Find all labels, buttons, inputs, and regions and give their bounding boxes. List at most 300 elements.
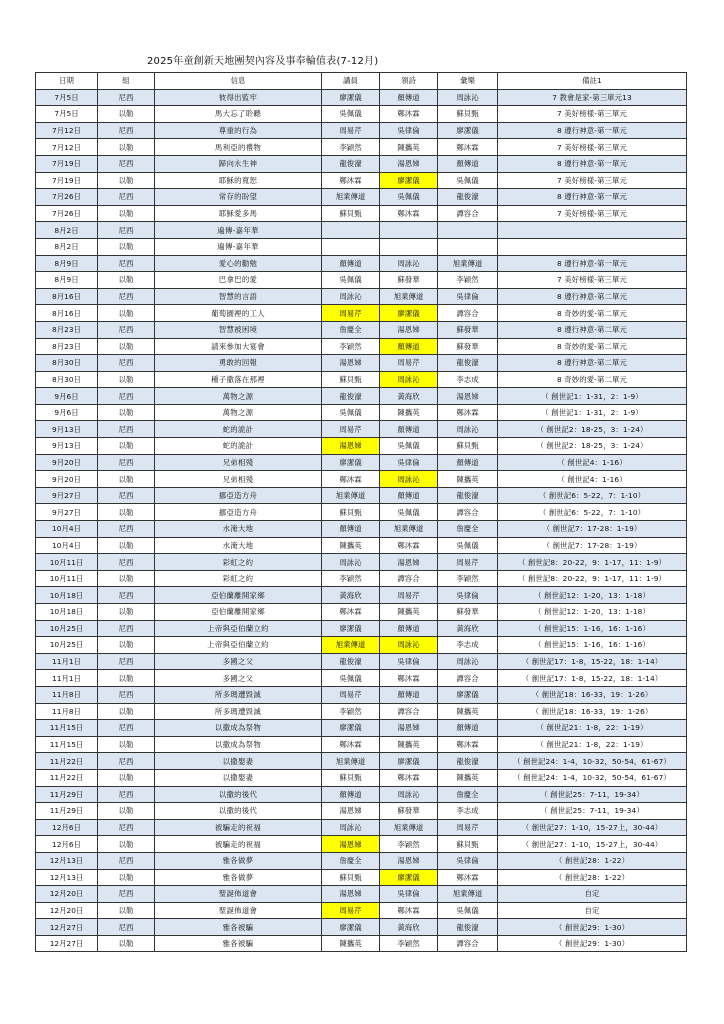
cell-note: （ 創世記4：1-16） bbox=[498, 454, 687, 471]
cell-music: 鄭沐霖 bbox=[438, 736, 498, 753]
cell-music: 顏傳道 bbox=[438, 720, 498, 737]
duty-roster-table bbox=[35, 72, 687, 952]
cell-date: 12月20日 bbox=[36, 886, 98, 903]
cell-worship: 黃海欣 bbox=[380, 388, 438, 405]
cell-music: 龍俊濠 bbox=[438, 487, 498, 504]
cell-note: 7 教會是家-第三單元13 bbox=[498, 89, 687, 106]
cell-message: 兄弟相殘 bbox=[155, 471, 322, 488]
cell-message: 以撒娶妻 bbox=[155, 769, 322, 786]
table-row bbox=[36, 653, 687, 670]
cell-worship: 顏傳道 bbox=[380, 89, 438, 106]
cell-message: 多國之父 bbox=[155, 653, 322, 670]
cell-group: 以勒 bbox=[98, 338, 155, 355]
cell-note: （ 創世記18：16-33，19：1-26） bbox=[498, 686, 687, 703]
cell-worship: 鄭沐霖 bbox=[380, 205, 438, 222]
table-row bbox=[36, 288, 687, 305]
cell-group: 以勒 bbox=[98, 172, 155, 189]
cell-speaker: 周易芹 bbox=[322, 305, 380, 322]
cell-date: 11月8日 bbox=[36, 703, 98, 720]
cell-group: 尼西 bbox=[98, 587, 155, 604]
cell-speaker: 湯恩娣 bbox=[322, 836, 380, 853]
cell-note: 8 遵行神意-第二單元 bbox=[498, 288, 687, 305]
cell-note: 7 美好榜樣-第三單元 bbox=[498, 272, 687, 289]
cell-group: 尼西 bbox=[98, 919, 155, 936]
table-row bbox=[36, 604, 687, 621]
cell-speaker bbox=[322, 238, 380, 255]
cell-worship: 吳律倫 bbox=[380, 886, 438, 903]
cell-date: 7月19日 bbox=[36, 172, 98, 189]
cell-message: 水淹大地 bbox=[155, 521, 322, 538]
table-row bbox=[36, 886, 687, 903]
cell-message: 所多瑪遭毀滅 bbox=[155, 686, 322, 703]
cell-message: 上帝與亞伯蘭立約 bbox=[155, 620, 322, 637]
cell-message: 亞伯蘭離開家鄉 bbox=[155, 604, 322, 621]
cell-message: 巴拿巴的愛 bbox=[155, 272, 322, 289]
table-row bbox=[36, 172, 687, 189]
cell-date: 8月2日 bbox=[36, 238, 98, 255]
cell-worship: 陳攜英 bbox=[380, 604, 438, 621]
cell-date: 8月2日 bbox=[36, 222, 98, 239]
table-row bbox=[36, 554, 687, 571]
table-row bbox=[36, 753, 687, 770]
cell-date: 8月9日 bbox=[36, 255, 98, 272]
cell-message: 愛心的勸勉 bbox=[155, 255, 322, 272]
cell-note: （ 創世記8：20-22，9：1-17，11：1-9） bbox=[498, 570, 687, 587]
cell-date: 7月26日 bbox=[36, 205, 98, 222]
table-row bbox=[36, 587, 687, 604]
cell-music: 龍俊濠 bbox=[438, 919, 498, 936]
cell-note: （ 創世記27：1-10，15-27上，30-44） bbox=[498, 819, 687, 836]
cell-worship: 鄭沐霖 bbox=[380, 902, 438, 919]
cell-music bbox=[438, 238, 498, 255]
cell-group: 以勒 bbox=[98, 570, 155, 587]
cell-worship: 蘇發華 bbox=[380, 272, 438, 289]
cell-message: 歸向永生神 bbox=[155, 155, 322, 172]
cell-speaker: 吳佩儀 bbox=[322, 670, 380, 687]
cell-date: 11月22日 bbox=[36, 769, 98, 786]
cell-date: 9月27日 bbox=[36, 504, 98, 521]
cell-group: 尼西 bbox=[98, 222, 155, 239]
cell-worship: 周易芹 bbox=[380, 587, 438, 604]
cell-note: （ 創世記15：1-16，16：1-16） bbox=[498, 620, 687, 637]
cell-worship: 吳佩儀 bbox=[380, 504, 438, 521]
cell-music: 吳佩儀 bbox=[438, 537, 498, 554]
cell-speaker: 顏傳道 bbox=[322, 521, 380, 538]
cell-worship bbox=[380, 238, 438, 255]
cell-group: 尼西 bbox=[98, 819, 155, 836]
cell-music: 李志成 bbox=[438, 803, 498, 820]
cell-speaker: 李穎然 bbox=[322, 703, 380, 720]
cell-date: 10月25日 bbox=[36, 637, 98, 654]
cell-speaker: 吳佩儀 bbox=[322, 272, 380, 289]
cell-speaker: 吳佩儀 bbox=[322, 106, 380, 123]
cell-message: 水淹大地 bbox=[155, 537, 322, 554]
cell-group: 尼西 bbox=[98, 487, 155, 504]
cell-speaker: 顏傳道 bbox=[322, 786, 380, 803]
table-row bbox=[36, 769, 687, 786]
cell-group: 以勒 bbox=[98, 703, 155, 720]
table-header-row bbox=[36, 73, 687, 90]
table-row bbox=[36, 521, 687, 538]
cell-group: 尼西 bbox=[98, 454, 155, 471]
cell-message: 耶穌的寬恕 bbox=[155, 172, 322, 189]
cell-worship: 李穎然 bbox=[380, 836, 438, 853]
table-row bbox=[36, 421, 687, 438]
cell-note: 7 美好榜樣-第三單元 bbox=[498, 139, 687, 156]
table-row bbox=[36, 720, 687, 737]
cell-music: 李穎然 bbox=[438, 570, 498, 587]
cell-speaker: 周易芹 bbox=[322, 122, 380, 139]
table-row bbox=[36, 305, 687, 322]
table-row bbox=[36, 570, 687, 587]
cell-group: 以勒 bbox=[98, 670, 155, 687]
cell-message: 以撒娶妻 bbox=[155, 753, 322, 770]
cell-note: 自定 bbox=[498, 886, 687, 903]
cell-music: 詹慶全 bbox=[438, 786, 498, 803]
cell-note: （ 創世記29：1-30） bbox=[498, 935, 687, 952]
cell-speaker: 周易芹 bbox=[322, 902, 380, 919]
table-row bbox=[36, 388, 687, 405]
header-music: 彙樂 bbox=[438, 73, 498, 90]
cell-worship: 陳攜英 bbox=[380, 404, 438, 421]
cell-message: 彩虹之約 bbox=[155, 554, 322, 571]
cell-music: 李穎然 bbox=[438, 272, 498, 289]
cell-message: 被騙走的祝福 bbox=[155, 836, 322, 853]
cell-date: 7月19日 bbox=[36, 155, 98, 172]
cell-speaker: 廖潔儀 bbox=[322, 919, 380, 936]
cell-music: 周易芹 bbox=[438, 819, 498, 836]
cell-date: 12月6日 bbox=[36, 819, 98, 836]
cell-note: （ 創世記27：1-10，15-27上，30-44） bbox=[498, 836, 687, 853]
cell-music: 李志成 bbox=[438, 371, 498, 388]
cell-worship: 鄭沐霖 bbox=[380, 769, 438, 786]
cell-group: 以勒 bbox=[98, 836, 155, 853]
cell-group: 以勒 bbox=[98, 139, 155, 156]
header-note: 備註1 bbox=[498, 73, 687, 90]
cell-date: 12月27日 bbox=[36, 935, 98, 952]
cell-message: 萬物之源 bbox=[155, 388, 322, 405]
cell-group: 尼西 bbox=[98, 720, 155, 737]
cell-group: 以勒 bbox=[98, 803, 155, 820]
table-row bbox=[36, 686, 687, 703]
table-row bbox=[36, 106, 687, 123]
cell-music: 陳攜英 bbox=[438, 769, 498, 786]
cell-message: 聖誕佈道會 bbox=[155, 886, 322, 903]
cell-message: 挪亞造方舟 bbox=[155, 487, 322, 504]
cell-music: 龍俊濠 bbox=[438, 355, 498, 372]
header-speaker: 講員 bbox=[322, 73, 380, 90]
cell-music: 詹慶全 bbox=[438, 521, 498, 538]
cell-group: 以勒 bbox=[98, 736, 155, 753]
table-row bbox=[36, 371, 687, 388]
cell-group: 尼西 bbox=[98, 421, 155, 438]
cell-date: 8月23日 bbox=[36, 321, 98, 338]
cell-message: 馬利亞的禮物 bbox=[155, 139, 322, 156]
cell-music: 鄭沐霖 bbox=[438, 139, 498, 156]
cell-music: 吳律倫 bbox=[438, 288, 498, 305]
cell-group: 尼西 bbox=[98, 255, 155, 272]
cell-music: 周易芹 bbox=[438, 554, 498, 571]
cell-group: 尼西 bbox=[98, 122, 155, 139]
table-row bbox=[36, 902, 687, 919]
cell-music: 黃海欣 bbox=[438, 620, 498, 637]
table-row bbox=[36, 504, 687, 521]
table-row bbox=[36, 736, 687, 753]
cell-worship: 旭業傳道 bbox=[380, 288, 438, 305]
cell-message: 常存的盼望 bbox=[155, 189, 322, 206]
cell-music: 鄭沐霖 bbox=[438, 404, 498, 421]
cell-worship: 湯恩娣 bbox=[380, 554, 438, 571]
cell-message: 雅各做夢 bbox=[155, 852, 322, 869]
cell-group: 以勒 bbox=[98, 205, 155, 222]
cell-group: 尼西 bbox=[98, 189, 155, 206]
cell-note: （ 創世記24：1-4，10-32，50-54，61-67） bbox=[498, 753, 687, 770]
cell-date: 9月20日 bbox=[36, 471, 98, 488]
cell-message: 雅各做夢 bbox=[155, 869, 322, 886]
cell-date: 10月4日 bbox=[36, 537, 98, 554]
table-row bbox=[36, 205, 687, 222]
cell-date: 12月6日 bbox=[36, 836, 98, 853]
cell-note: 8 奇妙的愛-第二單元 bbox=[498, 371, 687, 388]
cell-group: 尼西 bbox=[98, 89, 155, 106]
table-row bbox=[36, 122, 687, 139]
table-row bbox=[36, 852, 687, 869]
cell-note: （ 創世記12：1-20，13：1-18） bbox=[498, 587, 687, 604]
cell-group: 尼西 bbox=[98, 355, 155, 372]
cell-message: 以撒成為祭物 bbox=[155, 736, 322, 753]
cell-music: 廖潔儀 bbox=[438, 122, 498, 139]
cell-note: 8 奇妙的愛-第二單元 bbox=[498, 305, 687, 322]
cell-message: 馬大忘了聆聽 bbox=[155, 106, 322, 123]
table-row bbox=[36, 935, 687, 952]
cell-speaker: 陳攜英 bbox=[322, 537, 380, 554]
cell-speaker: 蘇貝甄 bbox=[322, 769, 380, 786]
cell-date: 11月29日 bbox=[36, 786, 98, 803]
cell-date: 8月16日 bbox=[36, 305, 98, 322]
cell-date: 11月8日 bbox=[36, 686, 98, 703]
table-row bbox=[36, 189, 687, 206]
cell-speaker: 周詠沁 bbox=[322, 819, 380, 836]
cell-music: 周詠沁 bbox=[438, 653, 498, 670]
table-row bbox=[36, 438, 687, 455]
cell-speaker: 蘇貝甄 bbox=[322, 869, 380, 886]
cell-group: 以勒 bbox=[98, 902, 155, 919]
cell-worship: 鄭沐霖 bbox=[380, 106, 438, 123]
cell-note: （ 創世記29：1-30） bbox=[498, 919, 687, 936]
cell-worship: 顏傳道 bbox=[380, 421, 438, 438]
table-row bbox=[36, 355, 687, 372]
cell-date: 10月4日 bbox=[36, 521, 98, 538]
cell-group: 尼西 bbox=[98, 753, 155, 770]
cell-date: 12月27日 bbox=[36, 919, 98, 936]
cell-speaker: 旭業傳道 bbox=[322, 487, 380, 504]
cell-speaker: 廖潔儀 bbox=[322, 720, 380, 737]
cell-worship: 湯恩娣 bbox=[380, 720, 438, 737]
cell-note: （ 創世記24：1-4，10-32，50-54，61-67） bbox=[498, 769, 687, 786]
cell-note: 7 美好榜樣-第三單元 bbox=[498, 106, 687, 123]
cell-group: 以勒 bbox=[98, 272, 155, 289]
cell-note: （ 創世記4：1-16） bbox=[498, 471, 687, 488]
cell-speaker: 湯恩娣 bbox=[322, 803, 380, 820]
cell-date: 8月30日 bbox=[36, 355, 98, 372]
cell-note: 8 遵行神意-第二單元 bbox=[498, 321, 687, 338]
cell-date: 11月15日 bbox=[36, 736, 98, 753]
cell-message: 亞伯蘭離開家鄉 bbox=[155, 587, 322, 604]
table-row bbox=[36, 620, 687, 637]
cell-music: 譚容合 bbox=[438, 305, 498, 322]
cell-date: 11月15日 bbox=[36, 720, 98, 737]
cell-speaker: 廖潔儀 bbox=[322, 454, 380, 471]
cell-worship: 譚容合 bbox=[380, 703, 438, 720]
cell-message: 雅各被騙 bbox=[155, 935, 322, 952]
cell-worship: 吳律倫 bbox=[380, 653, 438, 670]
cell-note: （ 創世記17：1-8，15-22，18：1-14） bbox=[498, 653, 687, 670]
cell-speaker: 蘇貝甄 bbox=[322, 371, 380, 388]
table-row bbox=[36, 255, 687, 272]
cell-group: 尼西 bbox=[98, 620, 155, 637]
cell-speaker: 鄭沐霖 bbox=[322, 471, 380, 488]
table-row bbox=[36, 454, 687, 471]
cell-date: 7月5日 bbox=[36, 106, 98, 123]
cell-group: 尼西 bbox=[98, 155, 155, 172]
header-worship: 領詩 bbox=[380, 73, 438, 90]
cell-speaker: 湯恩娣 bbox=[322, 886, 380, 903]
cell-worship: 旭業傳道 bbox=[380, 819, 438, 836]
cell-speaker: 蘇貝甄 bbox=[322, 504, 380, 521]
cell-message: 請來參加大宴會 bbox=[155, 338, 322, 355]
cell-worship: 旭業傳道 bbox=[380, 521, 438, 538]
cell-message: 遍傳-嘉年華 bbox=[155, 238, 322, 255]
cell-message: 尊重的行為 bbox=[155, 122, 322, 139]
cell-message: 雅各被騙 bbox=[155, 919, 322, 936]
cell-message: 兄弟相殘 bbox=[155, 454, 322, 471]
cell-date: 9月20日 bbox=[36, 454, 98, 471]
cell-worship: 吳佩儀 bbox=[380, 189, 438, 206]
cell-note: （ 創世記25：7-11，19-34） bbox=[498, 786, 687, 803]
cell-note: 自定 bbox=[498, 902, 687, 919]
cell-note: 8 遵行神意-第一單元 bbox=[498, 122, 687, 139]
table-row bbox=[36, 471, 687, 488]
cell-date: 9月27日 bbox=[36, 487, 98, 504]
cell-group: 尼西 bbox=[98, 388, 155, 405]
cell-speaker: 周詠沁 bbox=[322, 554, 380, 571]
cell-message: 聖誕佈道會 bbox=[155, 902, 322, 919]
header-message: 信息 bbox=[155, 73, 322, 90]
cell-date: 8月9日 bbox=[36, 272, 98, 289]
cell-worship: 顏傳道 bbox=[380, 487, 438, 504]
cell-note: （ 創世記21：1-8，22：1-19） bbox=[498, 720, 687, 737]
cell-date: 7月12日 bbox=[36, 139, 98, 156]
cell-music: 周詠沁 bbox=[438, 421, 498, 438]
cell-music: 譚容合 bbox=[438, 935, 498, 952]
cell-message: 以撒的後代 bbox=[155, 803, 322, 820]
cell-music: 李志成 bbox=[438, 637, 498, 654]
cell-speaker: 周易芹 bbox=[322, 686, 380, 703]
cell-worship: 蘇發華 bbox=[380, 803, 438, 820]
cell-note: （ 創世記12：1-20，13：1-18） bbox=[498, 604, 687, 621]
cell-music: 蘇發華 bbox=[438, 604, 498, 621]
cell-music: 吳佩儀 bbox=[438, 902, 498, 919]
cell-speaker: 黃海欣 bbox=[322, 587, 380, 604]
cell-message: 智慧被困境 bbox=[155, 321, 322, 338]
cell-speaker: 龍俊濠 bbox=[322, 388, 380, 405]
cell-message: 彼得出監牢 bbox=[155, 89, 322, 106]
cell-note: （ 創世記2：18-25，3：1-24） bbox=[498, 438, 687, 455]
cell-note: （ 創世記28：1-22） bbox=[498, 852, 687, 869]
cell-group: 以勒 bbox=[98, 371, 155, 388]
cell-group: 以勒 bbox=[98, 438, 155, 455]
cell-speaker: 鄭沐霖 bbox=[322, 172, 380, 189]
table-row bbox=[36, 703, 687, 720]
cell-message: 挪亞造方舟 bbox=[155, 504, 322, 521]
cell-date: 10月11日 bbox=[36, 554, 98, 571]
cell-note: （ 創世記18：16-33，19：1-26） bbox=[498, 703, 687, 720]
cell-group: 以勒 bbox=[98, 106, 155, 123]
cell-date: 10月25日 bbox=[36, 620, 98, 637]
cell-note: （ 創世記6：5-22，7：1-10） bbox=[498, 487, 687, 504]
cell-date: 9月13日 bbox=[36, 421, 98, 438]
cell-message: 多國之父 bbox=[155, 670, 322, 687]
cell-date: 12月13日 bbox=[36, 869, 98, 886]
cell-message: 葡萄園裡的工人 bbox=[155, 305, 322, 322]
cell-worship: 周詠沁 bbox=[380, 471, 438, 488]
cell-date: 11月29日 bbox=[36, 803, 98, 820]
cell-note: （ 創世記1：1-31，2：1-9） bbox=[498, 388, 687, 405]
cell-music: 龍俊濠 bbox=[438, 753, 498, 770]
cell-message: 被騙走的祝福 bbox=[155, 819, 322, 836]
cell-music: 顏傳道 bbox=[438, 155, 498, 172]
cell-speaker: 吳佩儀 bbox=[322, 404, 380, 421]
cell-music: 吳佩儀 bbox=[438, 172, 498, 189]
cell-speaker: 周詠沁 bbox=[322, 288, 380, 305]
cell-music: 陳攜英 bbox=[438, 703, 498, 720]
cell-speaker: 詹慶全 bbox=[322, 852, 380, 869]
table-row bbox=[36, 869, 687, 886]
cell-note: （ 創世記7：17-28：1-19） bbox=[498, 521, 687, 538]
table-row bbox=[36, 139, 687, 156]
cell-group: 以勒 bbox=[98, 769, 155, 786]
cell-note: 7 美好榜樣-第三單元 bbox=[498, 172, 687, 189]
cell-message: 蛇的詭計 bbox=[155, 421, 322, 438]
cell-speaker: 蘇貝甄 bbox=[322, 205, 380, 222]
header-date: 日期 bbox=[36, 73, 98, 90]
cell-music: 譚容合 bbox=[438, 670, 498, 687]
cell-music: 蘇發華 bbox=[438, 321, 498, 338]
cell-date: 12月13日 bbox=[36, 852, 98, 869]
cell-note bbox=[498, 222, 687, 239]
cell-message: 遍傳-嘉年華 bbox=[155, 222, 322, 239]
cell-music: 譚容合 bbox=[438, 504, 498, 521]
cell-message: 上帝與亞伯蘭立約 bbox=[155, 637, 322, 654]
cell-group: 以勒 bbox=[98, 869, 155, 886]
cell-message: 所多瑪遭毀滅 bbox=[155, 703, 322, 720]
table-row bbox=[36, 338, 687, 355]
cell-music: 蘇貝甄 bbox=[438, 438, 498, 455]
document-title: 2025年童創新天地團契內容及事奉輪值表(7-12月) bbox=[147, 56, 379, 67]
cell-note bbox=[498, 238, 687, 255]
cell-note: 7 美好榜樣-第三單元 bbox=[498, 205, 687, 222]
cell-group: 以勒 bbox=[98, 404, 155, 421]
cell-note: （ 創世記2：18-25，3：1-24） bbox=[498, 421, 687, 438]
cell-group: 以勒 bbox=[98, 471, 155, 488]
cell-worship bbox=[380, 222, 438, 239]
cell-note: （ 創世記15：1-16，16：1-16） bbox=[498, 637, 687, 654]
cell-music: 湯恩娣 bbox=[438, 388, 498, 405]
cell-group: 以勒 bbox=[98, 238, 155, 255]
cell-speaker: 湯恩娣 bbox=[322, 438, 380, 455]
cell-speaker: 李穎然 bbox=[322, 139, 380, 156]
cell-group: 尼西 bbox=[98, 321, 155, 338]
